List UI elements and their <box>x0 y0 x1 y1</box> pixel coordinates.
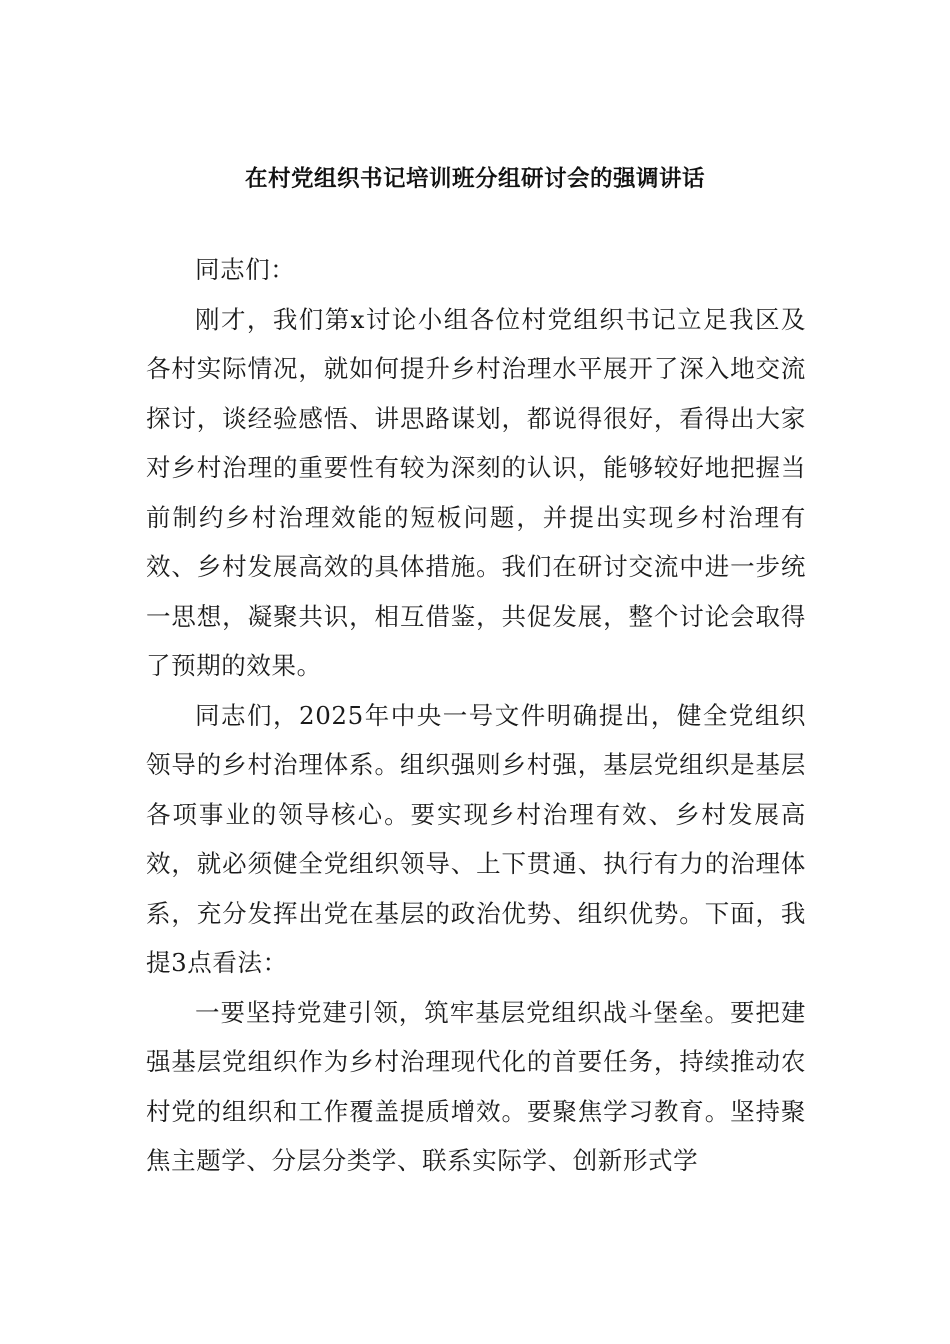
paragraph-1: 刚才，我们第x讨论小组各位村党组织书记立足我区及各村实际情况，就如何提升乡村治理水平展开了深入地交流探讨，谈经验感悟、讲思路谋划，都说得很好，看得出大家对乡村治理的重要性有较为深刻的认识，能够较好地把握当前制约乡村治理效能的短板问题，并提出实现乡村治理有效、乡村发展高效的具体措施。我们在研讨交流中进一步统一思想，凝聚共识，相互借鉴，共促发展，整个讨论会取得了预期的效果。 <box>146 304 806 680</box>
paragraph-2: 同志们，2025年中央一号文件明确提出，健全党组织领导的乡村治理体系。组织强则乡村强，基层党组织是基层各项事业的领导核心。要实现乡村治理有效、乡村发展高效，就必须健全党组织领导、上下贯通、执行有力的治理体系，充分发挥出党在基层的政治优势、组织优势。下面，我提3点看法： <box>146 700 806 977</box>
paragraph-greeting: 同志们： <box>195 255 296 284</box>
paragraph-3: 一要坚持党建引领，筑牢基层党组织战斗堡垒。要把建强基层党组织作为乡村治理现代化的首要任务，持续推动农村党的组织和工作覆盖提质增效。要聚焦学习教育。坚持聚焦主题学、分层分类学、联系实际学、创新形式学 <box>146 997 806 1175</box>
document-body <box>146 245 806 1186</box>
document-title: 在村党组织书记培训班分组研讨会的强调讲话 <box>244 166 705 192</box>
